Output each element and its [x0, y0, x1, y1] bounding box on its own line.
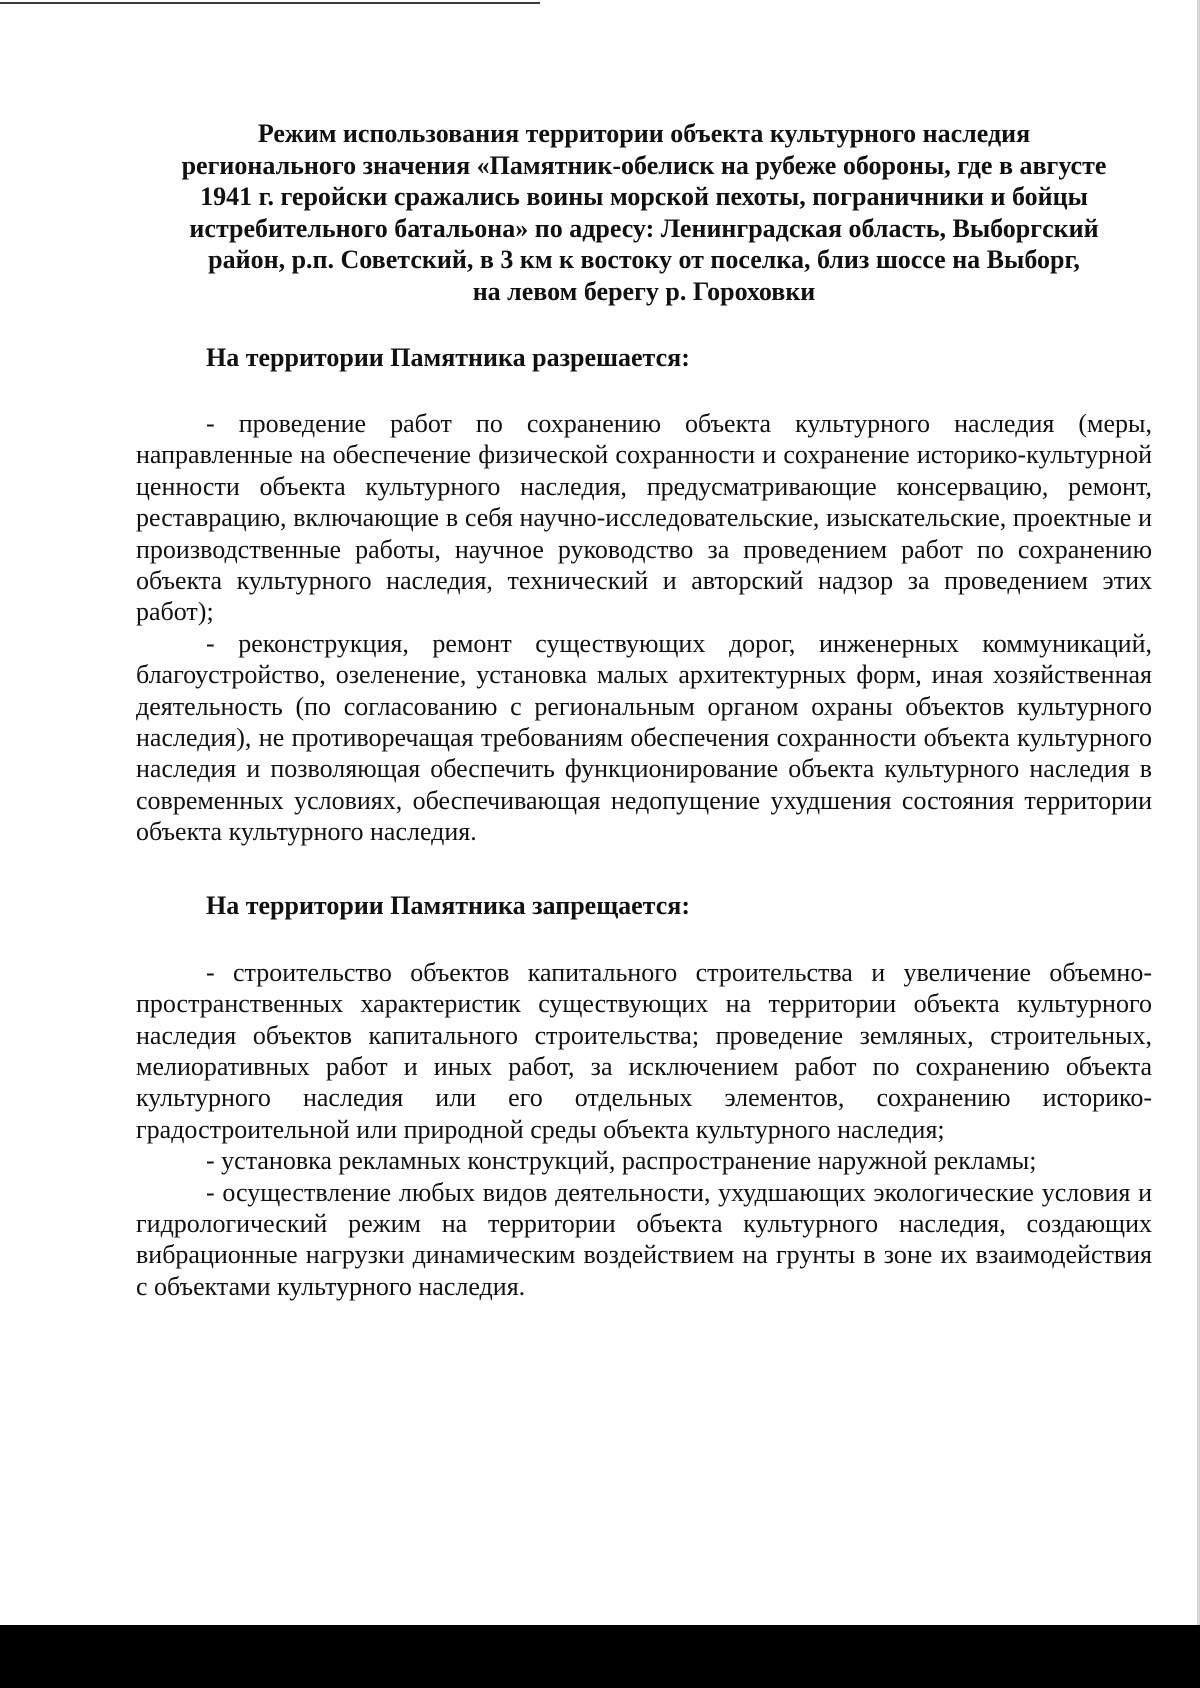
title-line: 1941 г. геройски сражались воины морской пехоты, пограничники и бойцы: [200, 182, 1088, 211]
prohibited-items-list: [136, 957, 1152, 1302]
prohibited-section-heading: На территории Памятника запрещается:: [206, 890, 691, 920]
title-line: на левом берегу р. Гороховки: [472, 276, 816, 306]
document-title: [136, 118, 1152, 307]
title-line: Режим использования территории объекта культурного наследия: [257, 119, 1031, 148]
document-page: [136, 118, 1152, 1302]
scan-bottom-black-bar: [0, 1625, 1200, 1688]
permitted-item: - проведение работ по сохранению объекта культурного наследия (меры, направленные на обеспечение физической сохранности и сохранение историко-культурной ценности объекта культурного наследия, предусматривающие консервацию, ремонт, реставрацию, включающие в себя научно-исследовательские, изыскательские, проектные и производственные работы, научное руководство за проведением работ по сохранению объекта культурного наследия, технический и авторский надзор за проведением этих работ);: [136, 409, 1152, 627]
title-line: район, р.п. Советский, в 3 км к востоку от поселка, близ шоссе на Выборг,: [208, 245, 1080, 274]
title-line: истребительного батальона» по адресу: Ленинградская область, Выборгский: [189, 213, 1099, 243]
title-line: регионального значения «Памятник-обелиск на рубеже обороны, где в августе: [181, 150, 1107, 180]
prohibited-item: - строительство объектов капитального строительства и увеличение объемно-пространственных характеристик существующих на территории объекта культурного наследия объектов капитального строительства; проведение земляных, строительных, мелиоративных работ и иных работ, за исключением работ по сохранению объекта культурного наследия или его отдельных элементов, сохранению историко-градостроительной или природной среды объекта культурного наследия;: [136, 957, 1152, 1144]
permitted-items-list: [136, 408, 1152, 848]
scan-top-edge-line: [0, 2, 540, 4]
prohibited-item: - осуществление любых видов деятельности, ухудшающих экологические условия и гидрологический режим на территории объекта культурного наследия, создающих вибрационные нагрузки динамическим воздействием на грунты в зоне их взаимодействия с объектами культурного наследия.: [136, 1177, 1152, 1301]
permitted-item: - реконструкция, ремонт существующих дорог, инженерных коммуникаций, благоустройство, озеленение, установка малых архитектурных форм, иная хозяйственная деятельность (по согласованию с региональным органом охраны объектов культурного наследия), не противоречащая требованиям обеспечения сохранности объекта культурного наследия и позволяющая обеспечить функционирование объекта культурного наследия в современных условиях, обеспечивающая недопущение ухудшения состояния территории объекта культурного наследия.: [136, 628, 1152, 847]
prohibited-item: - установка рекламных конструкций, распространение наружной рекламы;: [206, 1146, 1037, 1176]
permitted-section-heading: На территории Памятника разрешается:: [206, 343, 690, 372]
